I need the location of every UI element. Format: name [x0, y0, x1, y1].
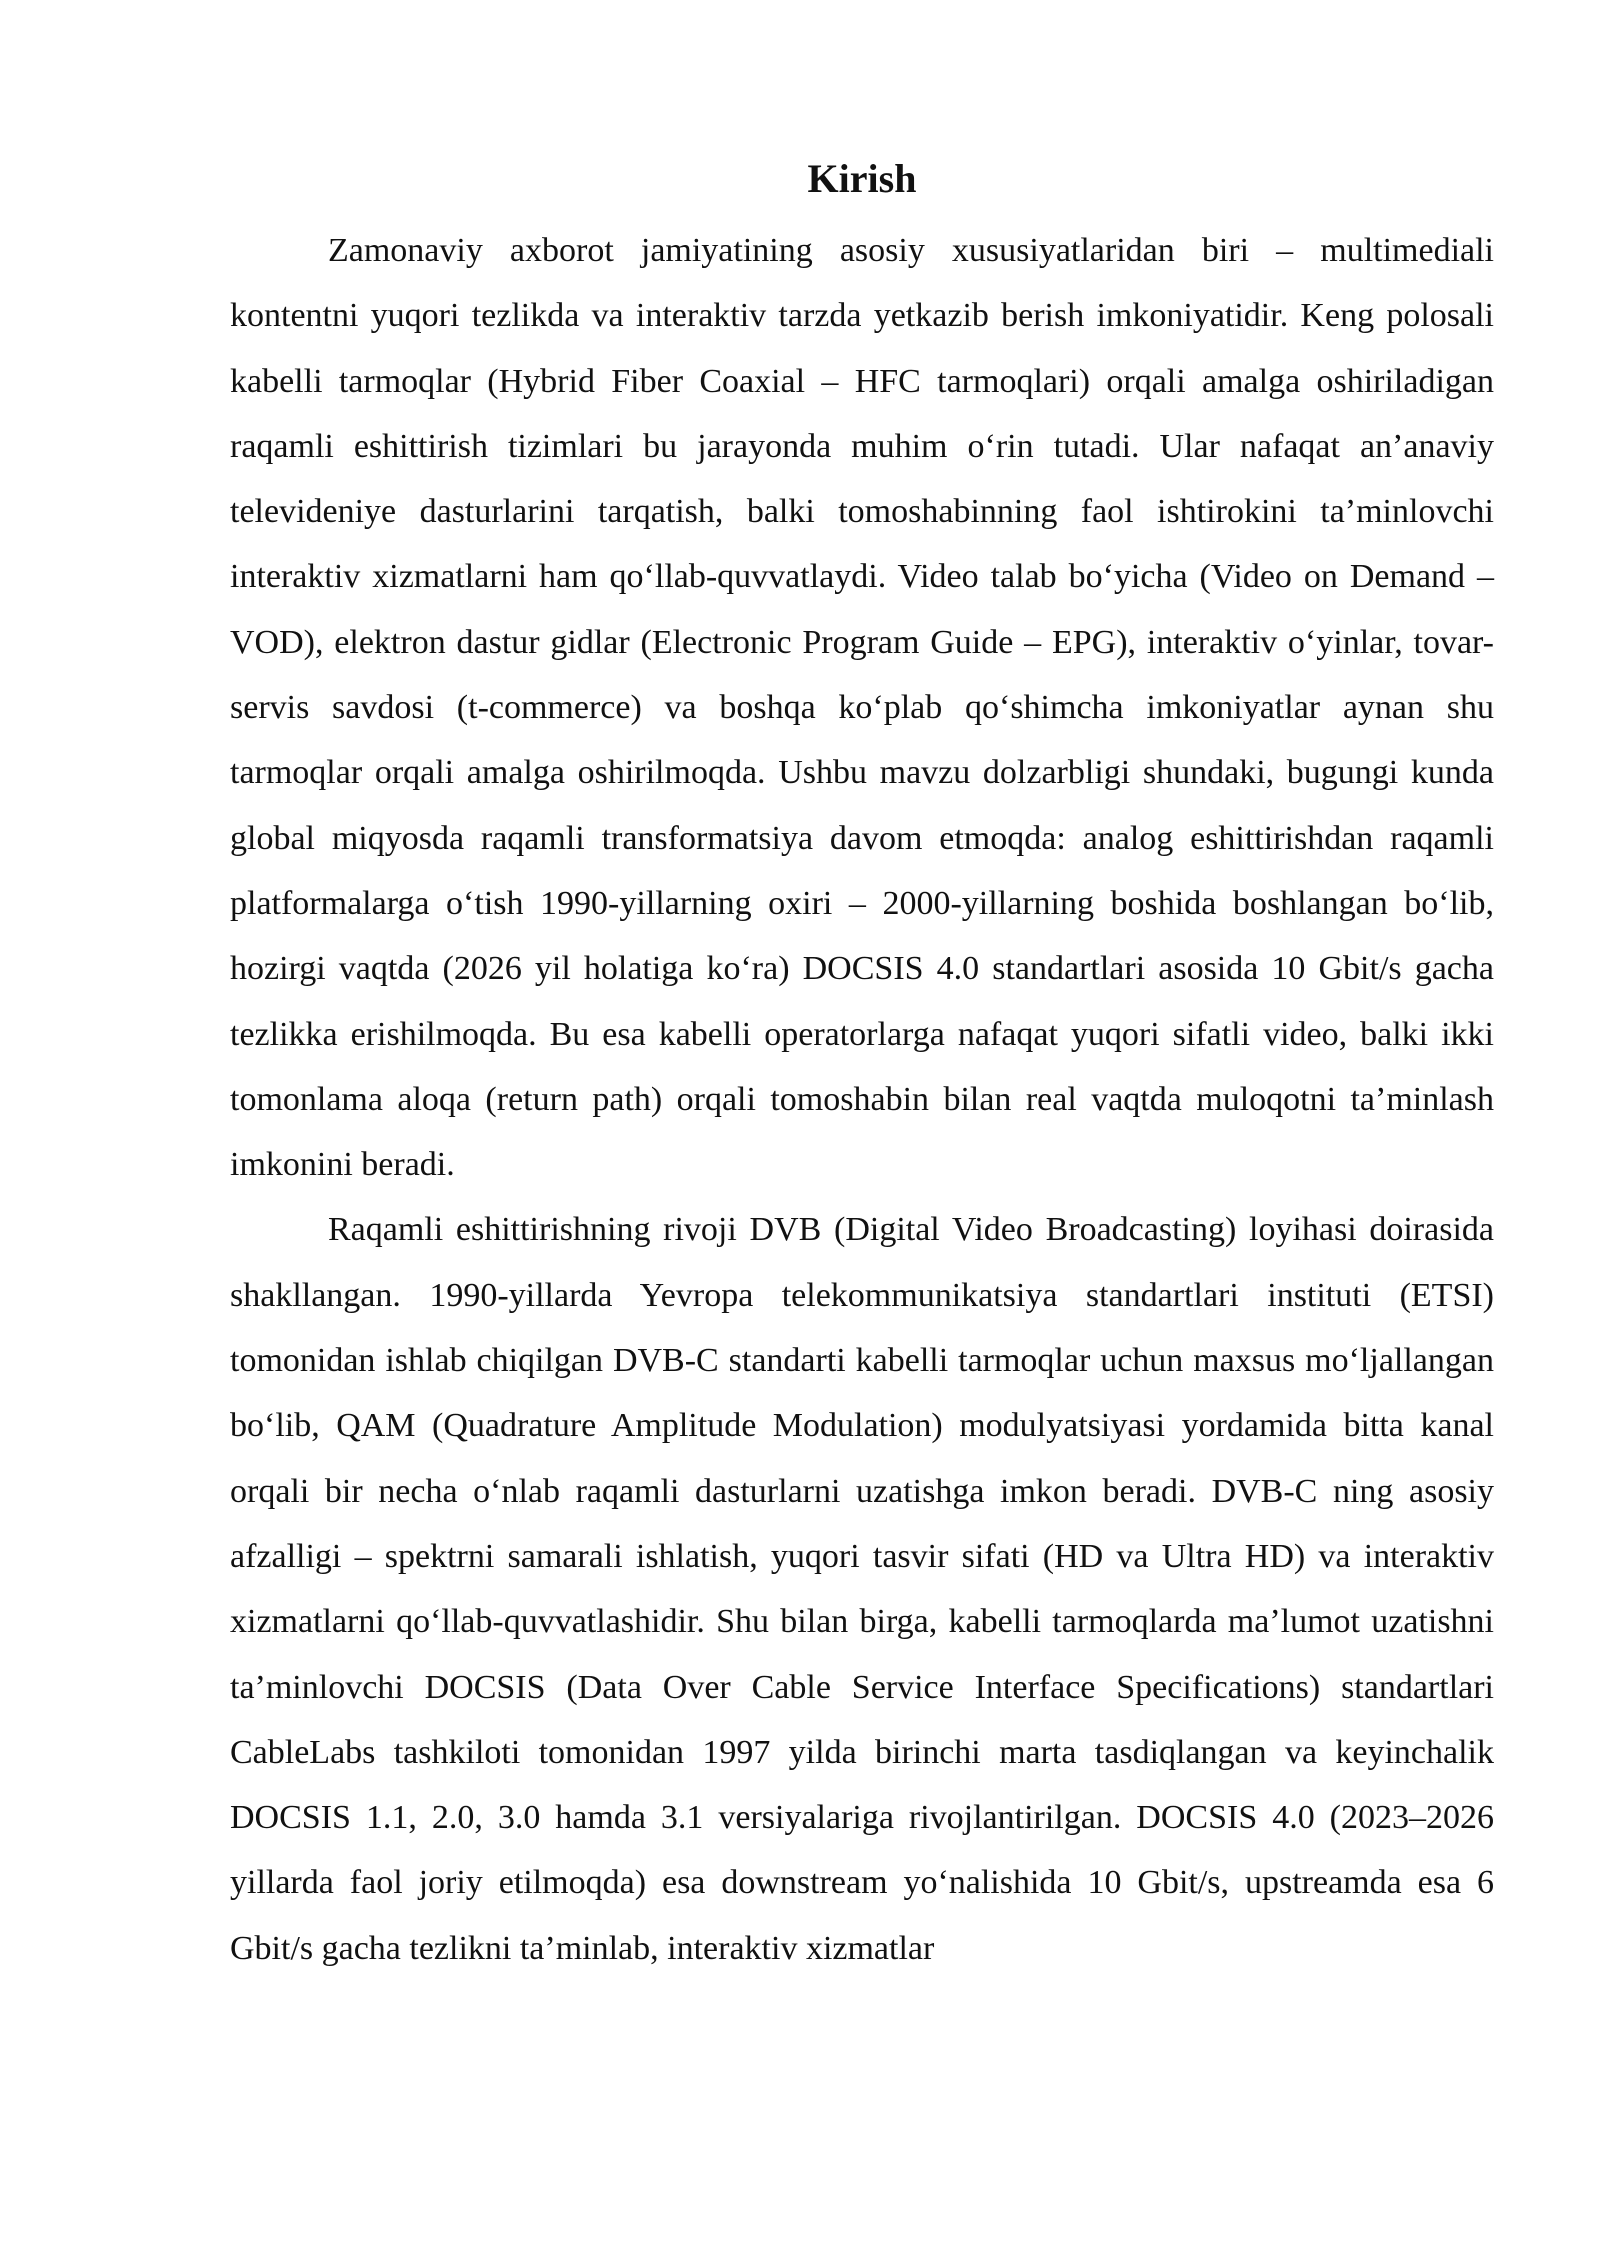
paragraph-introduction: Zamonaviy axborot jamiyatining asosiy xususiyatlaridan biri – multimediali kontentni yuqori tezlikda va interaktiv tarzda yetkazib berish imkoniyatidir. Keng polosali kabelli tarmoqlar (Hybrid Fiber Coaxial – HFC tarmoqlari) orqali amalga oshiriladigan raqamli eshittirish tizimlari bu jarayonda muhim oʻrin tutadi. Ular nafaqat an’anaviy televideniye dasturlarini tarqatish, balki tomoshabinning faol ishtirokini ta’minlovchi interaktiv xizmatlarni ham qoʻllab-quvvatlaydi. Video talab boʻyicha (Video on Demand – VOD), elektron dastur gidlar (Electronic Program Guide – EPG), interaktiv oʻyinlar, tovar-servis savdosi (t-commerce) va boshqa koʻplab qoʻshimcha imkoniyatlar aynan shu tarmoqlar orqali amalga oshirilmoqda. Ushbu mavzu dolzarbligi shundaki, bugungi kunda global miqyosda raqamli transformatsiya davom etmoqda: analog eshittirishdan raqamli platformalarga oʻtish 1990-yillarning oxiri – 2000-yillarning boshida boshlangan boʻlib, hozirgi vaqtda (2026 yil holatiga koʻra) DOCSIS 4.0 standartlari asosida 10 Gbit/s gacha tezlikka erishilmoqda. Bu esa kabelli operatorlarga nafaqat yuqori sifatli video, balki ikki tomonlama aloqa (return path) orqali tomoshabin bilan real vaqtda muloqotni ta’minlash imkonini beradi. — [230, 232, 1494, 1184]
paragraph-dvb-history: Raqamli eshittirishning rivoji DVB (Digital Video Broadcasting) loyihasi doirasida shakllangan. 1990-yillarda Yevropa telekommunikatsiya standartlari instituti (ETSI) tomonidan ishlab chiqilgan DVB-C standarti kabelli tarmoqlar uchun maxsus moʻljallangan boʻlib, QAM (Quadrature Amplitude Modulation) modulyatsiyasi yordamida bitta kanal orqali bir necha oʻnlab raqamli dasturlarni uzatishga imkon beradi. DVB-C ning asosiy afzalligi – spektrni samarali ishlatish, yuqori tasvir sifati (HD va Ultra HD) va interaktiv xizmatlarni qoʻllab-quvvatlashidir. Shu bilan birga, kabelli tarmoqlarda ma’lumot uzatishni ta’minlovchi DOCSIS (Data Over Cable Service Interface Specifications) standartlari CableLabs tashkiloti tomonidan 1997 yilda birinchi marta tasdiqlangan va keyinchalik DOCSIS 1.1, 2.0, 3.0 hamda 3.1 versiyalariga rivojlantirilgan. DOCSIS 4.0 (2023–2026 yillarda faol joriy etilmoqda) esa downstream yoʻnalishida 10 Gbit/s, upstreamda esa 6 Gbit/s gacha tezlikni ta’minlab, interaktiv xizmatlar — [230, 1211, 1494, 1967]
page-content — [230, 148, 1494, 1981]
section-title: Kirish — [807, 156, 917, 201]
